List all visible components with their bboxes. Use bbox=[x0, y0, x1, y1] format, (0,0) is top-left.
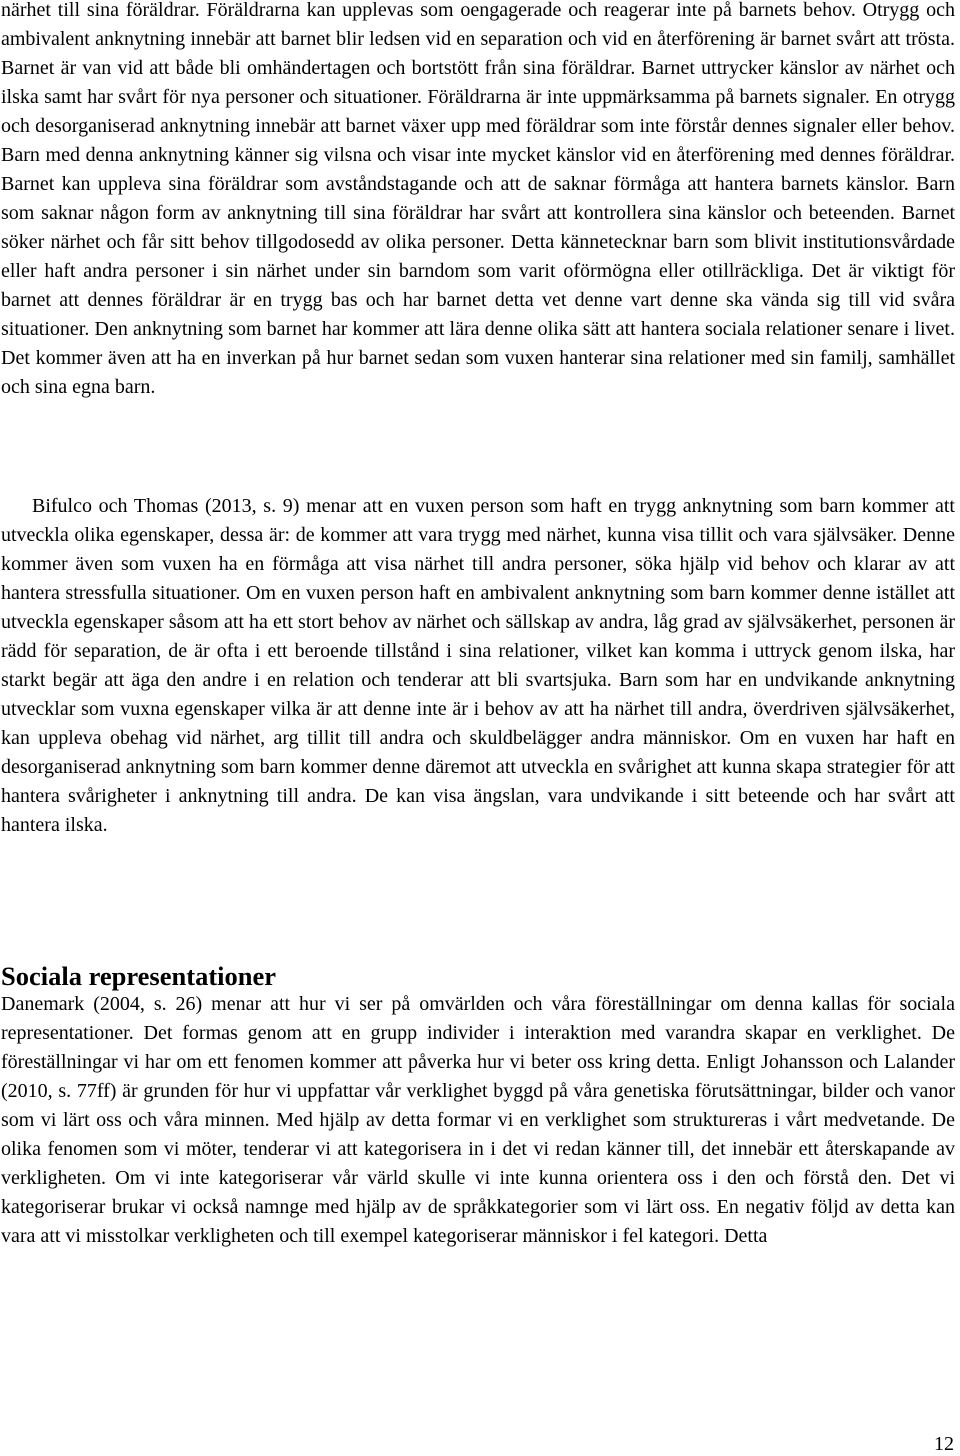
page-number: 12 bbox=[934, 1433, 954, 1455]
body-paragraph: Danemark (2004, s. 26) menar att hur vi ser på omvärlden och våra föreställningar om denna kallas för sociala representationer. Det formas genom att en grupp individer i interaktion med varandra skapar en verklighet. De föreställningar vi har om ett fenomen kommer att påverka hur vi beter oss kring detta. Enligt Johansson och Lalander (2010, s. 77ff) är grunden för hur vi uppfattar vår verklighet byggd på våra genetiska förutsättningar, bilder och vanor som vi lärt oss och våra minnen. Med hjälp av detta formar vi en verklighet som struktureras i vårt medvetande. De olika fenomen som vi möter, tenderar vi att kategorisera in i det vi redan känner till, det innebär ett återskapande av verkligheten. Om vi inte kategoriserar vår värld skulle vi inte kunna orientera oss i den och förstå den. Det vi kategoriserar brukar vi också namnge med hjälp av de språkkategorier som vi lärt oss. En negativ följd av detta kan vara att vi misstolkar verkligheten och till exempel kategoriserar människor i fel kategori. Detta bbox=[1, 993, 955, 1247]
body-paragraph: närhet till sina föräldrar. Föräldrarna kan upplevas som oengagerade och reagerar inte på barnets behov. Otrygg och ambivalent anknytning innebär att barnet blir ledsen vid en separation och vid en återförening är barnet svårt att trösta. Barnet är van vid att både bli omhändertagen och bortstött från sina föräldrar. Barnet uttrycker känslor av närhet och ilska samt har svårt för nya personer och situationer. Föräldrarna är inte uppmärksamma på barnets signaler. En otrygg och desorganiserad anknytning innebär att barnet växer upp med föräldrar som inte förstår dennes signaler eller behov. Barn med denna anknytning känner sig vilsna och visar inte mycket känslor vid en återförening med dennes föräldrar. Barnet kan uppleva sina föräldrar som avståndstagande och att de saknar förmåga att hantera barnets känslor. Barn som saknar någon form av anknytning till sina föräldrar har svårt att kontrollera sina känslor och beteenden. Barnet söker närhet och får sitt behov tillgodosedd av olika personer. Detta kännetecknar barn som blivit institutionsvårdade eller haft andra personer i sin närhet under sin barndom som varit oförmögna eller otillräckliga. Det är viktigt för barnet att dennes föräldrar är en trygg bas och har barnet detta vet denne vart denne ska vända sig till vid svåra situationer. Den anknytning som barnet har kommer att lära denne olika sätt att hantera sociala relationer senare i livet. Det kommer även att ha en inverkan på hur barnet sedan som vuxen hanterar sina relationer med sin familj, samhället och sina egna barn. bbox=[1, 0, 955, 398]
section-heading: Sociala representationer bbox=[1, 961, 277, 991]
body-paragraph: Bifulco och Thomas (2013, s. 9) menar att en vuxen person som haft en trygg anknytning som barn kommer att utveckla olika egenskaper, dessa är: de kommer att vara trygg med närhet, kunna visa tillit och vara självsäker. Denne kommer även som vuxen ha en förmåga att visa närhet till andra personer, söka hjälp vid behov och klarar av att hantera stressfulla situationer. Om en vuxen person haft en ambivalent anknytning som barn kommer denne istället att utveckla egenskaper såsom att ha ett stort behov av närhet och sällskap av andra, låg grad av självsäkerhet, personen är rädd för separation, de är ofta i ett beroende tillstånd i sina relationer, vilket kan komma i uttryck genom ilska, har starkt begär att äga den andre i en relation och tenderar att bli svartsjuka. Barn som har en undvikande anknytning utvecklar som vuxna egenskaper vilka är att denne inte är i behov av att ha närhet till andra, överdriven självsäkerhet, kan uppleva obehag vid närhet, arg tillit till andra och skuldbelägger andra människor. Om en vuxen har haft en desorganiserad anknytning som barn kommer denne däremot att utveckla en svårighet att kunna skapa strategier för att hantera svårigheter i anknytning till andra. De kan visa ängslan, vara undvikande i sitt beteende och har svårt att hantera ilska. bbox=[1, 495, 955, 836]
